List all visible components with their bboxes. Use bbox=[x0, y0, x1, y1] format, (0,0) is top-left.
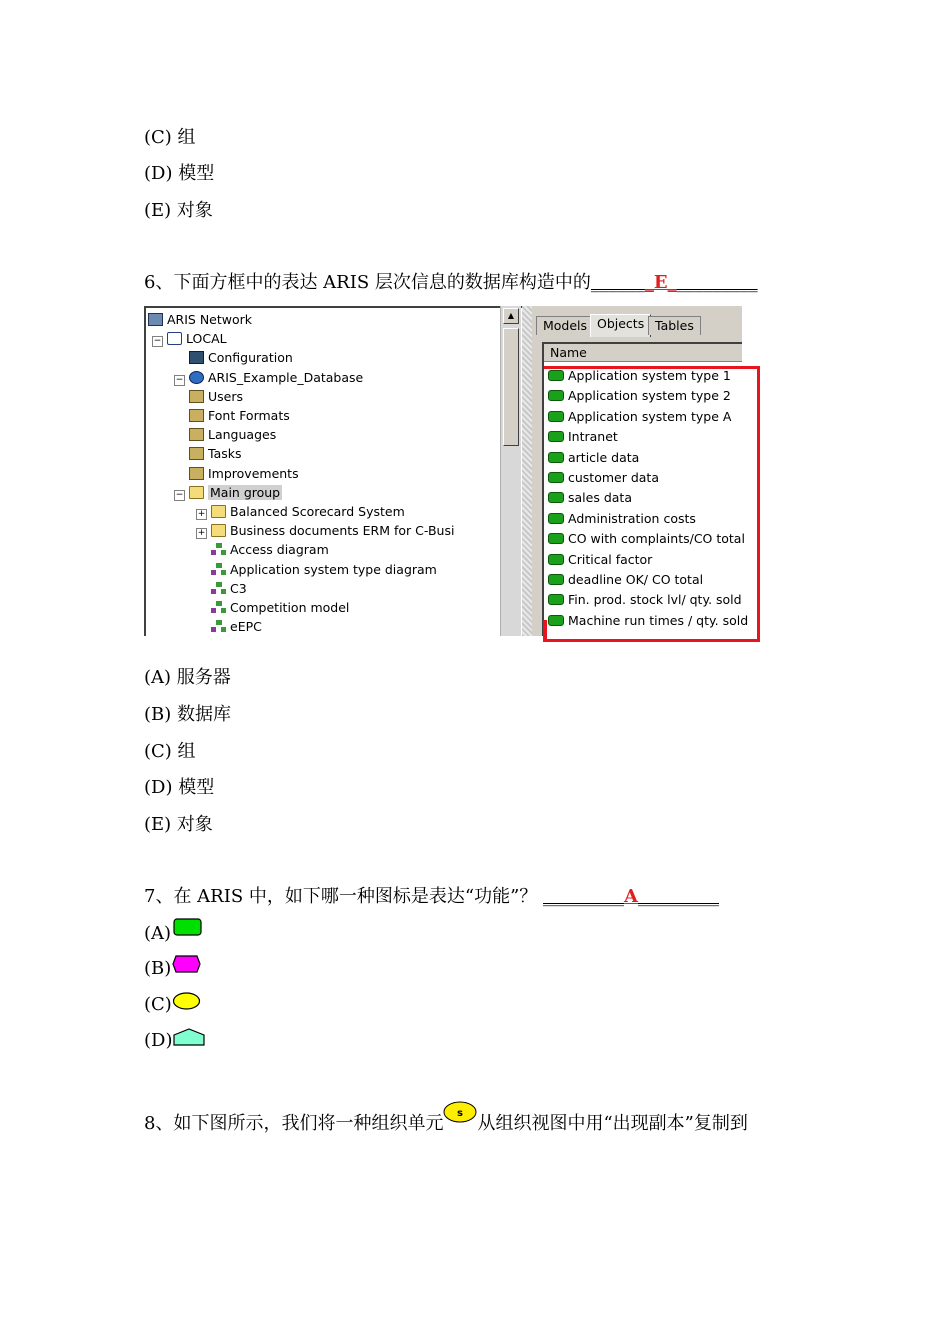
q6-question: 6、下面方框中的表达 ARIS 层次信息的数据库构造中的_______E__________ bbox=[144, 272, 758, 293]
green-rounded-rectangle-icon bbox=[173, 918, 203, 938]
tree-node[interactable] bbox=[196, 579, 247, 598]
object-label: Application system type A bbox=[568, 408, 732, 424]
model-icon bbox=[211, 543, 226, 556]
object-label: deadline OK/ CO total bbox=[568, 572, 704, 587]
tree-node[interactable] bbox=[196, 617, 262, 636]
model-icon bbox=[211, 563, 226, 576]
object-label: Application system type 2 bbox=[568, 388, 731, 404]
tree-node[interactable] bbox=[196, 521, 454, 540]
tree-node-label: Application system type diagram bbox=[230, 561, 437, 577]
q5-option-d: (D) 模型 bbox=[144, 163, 215, 184]
navigation-tree bbox=[144, 306, 522, 636]
scroll-up-icon[interactable]: ▲ bbox=[503, 308, 519, 324]
q6-option-d: (D) 模型 bbox=[144, 777, 215, 798]
tree-node-label: Access diagram bbox=[230, 542, 329, 558]
tree-node-label: C3 bbox=[230, 580, 247, 596]
tab-models[interactable]: Models bbox=[536, 316, 594, 335]
tab-tables[interactable]: Tables bbox=[648, 316, 701, 335]
q6-option-b: (B) 数据库 bbox=[144, 704, 231, 725]
tree-node[interactable] bbox=[174, 444, 242, 463]
q6-blank: ______ bbox=[590, 272, 645, 293]
tree-node-label: Business documents ERM for C-Busi bbox=[230, 523, 455, 539]
q6-answer: _E_ bbox=[644, 272, 677, 293]
tree-node-label: Tasks bbox=[208, 446, 242, 462]
tree-node-label: Configuration bbox=[208, 350, 293, 366]
q5-option-e: (E) 对象 bbox=[144, 200, 213, 221]
tree-node[interactable] bbox=[174, 425, 276, 444]
q7-option-a: (A) bbox=[144, 923, 172, 944]
folder-icon bbox=[211, 505, 226, 518]
tree-node-label: Font Formats bbox=[208, 408, 290, 423]
panel-tabs bbox=[532, 314, 742, 336]
q6-option-a: (A) 服务器 bbox=[144, 667, 231, 688]
tree-scrollbar[interactable] bbox=[500, 306, 521, 636]
magenta-hexagon-icon bbox=[172, 955, 202, 975]
configuration-icon bbox=[189, 351, 204, 364]
tree-node-label: Main group bbox=[210, 484, 281, 500]
tree-node[interactable] bbox=[196, 502, 405, 521]
folder-icon bbox=[211, 524, 226, 537]
tasks-icon bbox=[189, 447, 204, 460]
q7-blank: _________ bbox=[543, 886, 625, 907]
tree-node-label: ARIS Network bbox=[167, 312, 253, 327]
tree-node[interactable] bbox=[174, 483, 282, 502]
q7-option-d: (D) bbox=[144, 1030, 173, 1051]
tree-node-label: LOCAL bbox=[186, 331, 227, 347]
teal-pentagon-icon bbox=[172, 1027, 206, 1049]
tree-node-label: Competition model bbox=[230, 600, 350, 615]
org-unit-icon bbox=[443, 1107, 477, 1127]
model-icon bbox=[211, 582, 226, 595]
object-label: Machine run times / qty. sold bbox=[568, 612, 749, 628]
tree-node-label: Languages bbox=[208, 427, 277, 443]
tree-node[interactable] bbox=[152, 329, 227, 348]
tree-node[interactable] bbox=[174, 387, 243, 406]
q6-option-c: (C) 组 bbox=[144, 741, 196, 762]
improvements-icon bbox=[189, 467, 204, 480]
object-label: Administration costs bbox=[568, 510, 696, 526]
tree-node-label: ARIS_Example_Database bbox=[208, 369, 364, 385]
object-label: Application system type 1 bbox=[568, 368, 731, 383]
tree-node[interactable] bbox=[174, 368, 363, 387]
q6-option-e: (E) 对象 bbox=[144, 814, 213, 835]
q6-blank-after: _________ bbox=[676, 272, 758, 293]
object-label: Critical factor bbox=[568, 551, 653, 567]
highlight-box-corner bbox=[543, 620, 547, 642]
object-label: sales data bbox=[568, 490, 632, 506]
tree-node[interactable] bbox=[174, 464, 299, 483]
column-header-name[interactable]: Name bbox=[544, 344, 742, 362]
scroll-thumb[interactable] bbox=[503, 328, 519, 446]
tree-node[interactable] bbox=[174, 406, 290, 425]
collapse-icon[interactable]: − bbox=[175, 374, 184, 385]
collapse-icon[interactable]: − bbox=[175, 489, 184, 500]
tab-objects[interactable]: Objects bbox=[590, 314, 651, 337]
network-icon bbox=[148, 313, 163, 326]
model-icon bbox=[211, 620, 226, 633]
q7-option-b: (B) bbox=[144, 958, 172, 979]
tree-node-label: Balanced Scorecard System bbox=[230, 504, 405, 519]
model-icon bbox=[211, 601, 226, 614]
tree-node[interactable] bbox=[174, 348, 293, 367]
highlight-box bbox=[544, 366, 760, 642]
splitter[interactable] bbox=[522, 306, 532, 636]
expand-icon[interactable]: + bbox=[197, 509, 206, 519]
expand-icon[interactable]: + bbox=[197, 528, 206, 539]
object-label: Fin. prod. stock lvl/ qty. sold bbox=[568, 592, 742, 608]
tree-node-label: Users bbox=[208, 388, 244, 404]
tree-node-label: Improvements bbox=[208, 465, 299, 481]
q7-answer: A bbox=[624, 886, 638, 907]
q7-blank-after: _________ bbox=[638, 886, 719, 907]
collapse-icon[interactable]: − bbox=[153, 336, 162, 347]
languages-icon bbox=[189, 428, 204, 441]
object-label: customer data bbox=[568, 470, 659, 485]
q7-option-c: (C) bbox=[144, 994, 172, 1015]
users-icon bbox=[189, 390, 204, 403]
q7-question: 7、在 ARIS 中，如下哪一种图标是表达“功能”？ _________A_________ bbox=[144, 886, 719, 907]
tree-node[interactable] bbox=[148, 310, 252, 329]
tree-node-label: eEPC bbox=[230, 619, 262, 635]
q8-question: 8、如下图所示，我们将一种组织单元 s 从组织视图中用“出现副本”复制到 bbox=[144, 1107, 748, 1136]
yellow-ellipse-icon bbox=[172, 991, 202, 1013]
font-formats-icon bbox=[189, 409, 204, 422]
folder-icon bbox=[189, 486, 204, 499]
tree-node[interactable] bbox=[196, 560, 437, 579]
database-icon bbox=[189, 371, 204, 384]
tree-node[interactable] bbox=[196, 540, 329, 559]
object-label: article data bbox=[568, 449, 640, 465]
tree-node[interactable] bbox=[196, 598, 349, 617]
org-unit-letter: s bbox=[457, 1108, 464, 1119]
server-icon bbox=[167, 332, 182, 345]
object-label: CO with complaints/CO total bbox=[568, 531, 745, 547]
q5-option-c: (C) 组 bbox=[144, 127, 196, 148]
object-label: Intranet bbox=[568, 429, 618, 445]
